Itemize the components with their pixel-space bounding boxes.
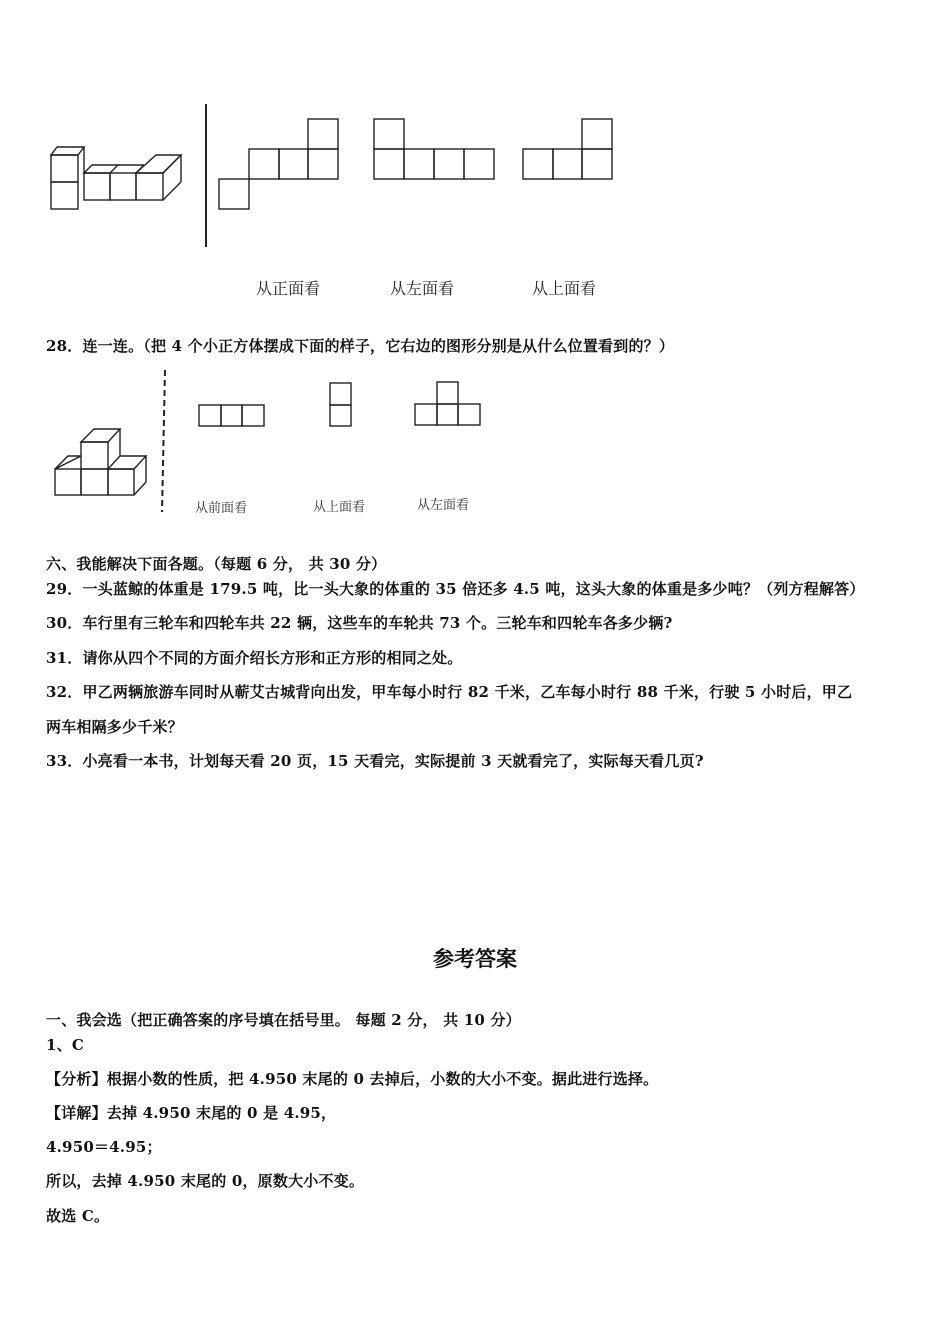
- q28-caption-left: 从左面看: [417, 498, 470, 513]
- question-30: 30．车行里有三轮车和四轮车共 22 辆，这些车的车轮共 73 个。三轮车和四轮车各多少辆?: [46, 614, 673, 632]
- q27-caption-left: 从左面看: [390, 279, 455, 298]
- answer-1-choice: 故选 C。: [46, 1207, 110, 1225]
- q27-caption-front: 从正面看: [256, 279, 321, 298]
- answer-1-detail: 【详解】去掉 4.950 末尾的 0 是 4.95，: [46, 1104, 337, 1122]
- q27-caption-top: 从上面看: [532, 279, 597, 298]
- question-28: 28．连一连。（把 4 个小正方体摆成下面的样子，它右边的图形分别是从什么位置看到的？）: [46, 337, 675, 355]
- answer-1-equation: 4.950＝4.95；: [46, 1138, 162, 1156]
- answer-1: 1、C: [46, 1036, 84, 1054]
- q28-caption-front: 从前面看: [195, 501, 248, 516]
- question-31: 31．请你从四个不同的方面介绍长方形和正方形的相同之处。: [46, 649, 463, 667]
- q28-view-left: [0, 0, 950, 560]
- answer-1-conclusion: 所以，去掉 4.950 末尾的 0，原数大小不变。: [46, 1172, 365, 1190]
- question-32: 32．甲乙两辆旅游车同时从蕲艾古城背向出发，甲车每小时行 82 千米，乙车每小时行 88 千米，行驶 5 小时后，甲乙: [46, 683, 853, 701]
- answers-title: 参考答案: [433, 947, 517, 971]
- section-6-heading: 六、我能解决下面各题。（每题 6 分， 共 30 分）: [46, 555, 387, 573]
- answer-1-analysis: 【分析】根据小数的性质，把 4.950 末尾的 0 去掉后，小数的大小不变。据此进行选择。: [46, 1070, 659, 1088]
- question-29: 29．一头蓝鲸的体重是 179.5 吨，比一头大象的体重的 35 倍还多 4.5 吨，这头大象的体重是多少吨？（列方程解答）: [46, 580, 865, 598]
- question-33: 33．小亮看一本书，计划每天看 20 页，15 天看完，实际提前 3 天就看完了，实际每天看几页?: [46, 752, 704, 770]
- q28-caption-top: 从上面看: [313, 500, 366, 515]
- question-32-continued: 两车相隔多少千米？: [46, 718, 183, 736]
- answers-section-1-heading: 一、我会选（把正确答案的序号填在括号里。 每题 2 分， 共 10 分）: [46, 1011, 521, 1029]
